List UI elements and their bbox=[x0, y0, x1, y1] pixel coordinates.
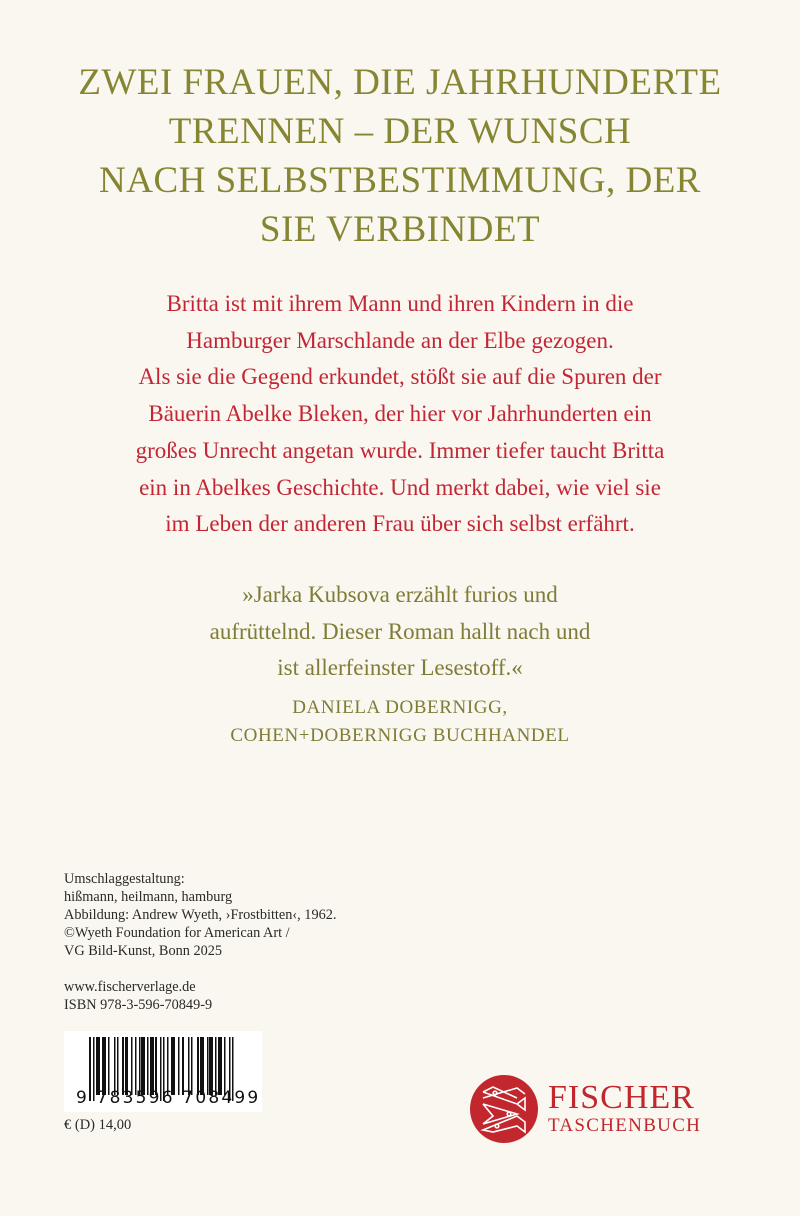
quote-line: ist allerfeinster Lesestoff.« bbox=[277, 655, 523, 680]
blurb-line: Britta ist mit ihrem Mann und ihren Kindern in die bbox=[166, 291, 634, 316]
three-fish-logo-icon bbox=[470, 1075, 538, 1143]
headline-line: SIE VERBINDET bbox=[259, 209, 541, 250]
blurb-line: Bäuerin Abelke Bleken, der hier vor Jahrhunderten ein bbox=[148, 401, 652, 427]
quote-line: »Jarka Kubsova erzählt furios und bbox=[242, 582, 558, 607]
blurb-line: Hamburger Marschlande an der Elbe gezogen. bbox=[186, 327, 614, 353]
blurb-line: großes Unrecht angetan wurde. Immer tiefer taucht Britta bbox=[135, 437, 665, 463]
attribution-line: DANIELA DOBERNIGG, bbox=[292, 697, 508, 718]
publisher-name: FISCHER bbox=[548, 1079, 695, 1116]
price: € (D) 14,00 bbox=[64, 1117, 132, 1133]
credits bbox=[64, 870, 336, 1014]
headline-line: ZWEI FRAUEN, DIE JAHRHUNDERTE bbox=[78, 62, 722, 103]
blurb-line: ein in Abelkes Geschichte. Und merkt dabei, wie viel sie bbox=[139, 474, 661, 500]
headline bbox=[0, 58, 800, 254]
credit-line: Abbildung: Andrew Wyeth, ›Frostbitten‹, 1962. bbox=[64, 907, 337, 923]
barcode-digits: 9 783596 708499 bbox=[76, 1088, 261, 1108]
headline-line: NACH SELBSTBESTIMMUNG, DER bbox=[99, 160, 701, 201]
isbn: ISBN 978-3-596-70849-9 bbox=[64, 997, 213, 1013]
barcode bbox=[64, 1031, 262, 1112]
attribution-line: COHEN+DOBERNIGG BUCHHANDEL bbox=[230, 725, 570, 746]
headline-line: TRENNEN – DER WUNSCH bbox=[168, 111, 632, 152]
quote-attribution bbox=[0, 694, 800, 750]
credit-line: Umschlaggestaltung: bbox=[64, 871, 185, 887]
credit-line: hißmann, heilmann, hamburg bbox=[64, 889, 233, 905]
publisher-website: www.fischerverlage.de bbox=[64, 979, 196, 995]
quote-line: aufrüttelnd. Dieser Roman hallt nach und bbox=[209, 618, 591, 644]
blurb-line: im Leben der anderen Frau über sich selbst erfährt. bbox=[165, 511, 635, 537]
blurb bbox=[0, 286, 800, 543]
publisher-imprint: TASCHENBUCH bbox=[548, 1115, 702, 1136]
credit-line: VG Bild-Kunst, Bonn 2025 bbox=[64, 943, 223, 959]
publisher-logo bbox=[470, 1075, 701, 1143]
review-quote bbox=[0, 577, 800, 687]
blurb-line: Als sie die Gegend erkundet, stößt sie auf die Spuren der bbox=[138, 364, 662, 390]
credit-line: ©Wyeth Foundation for American Art / bbox=[64, 925, 290, 941]
